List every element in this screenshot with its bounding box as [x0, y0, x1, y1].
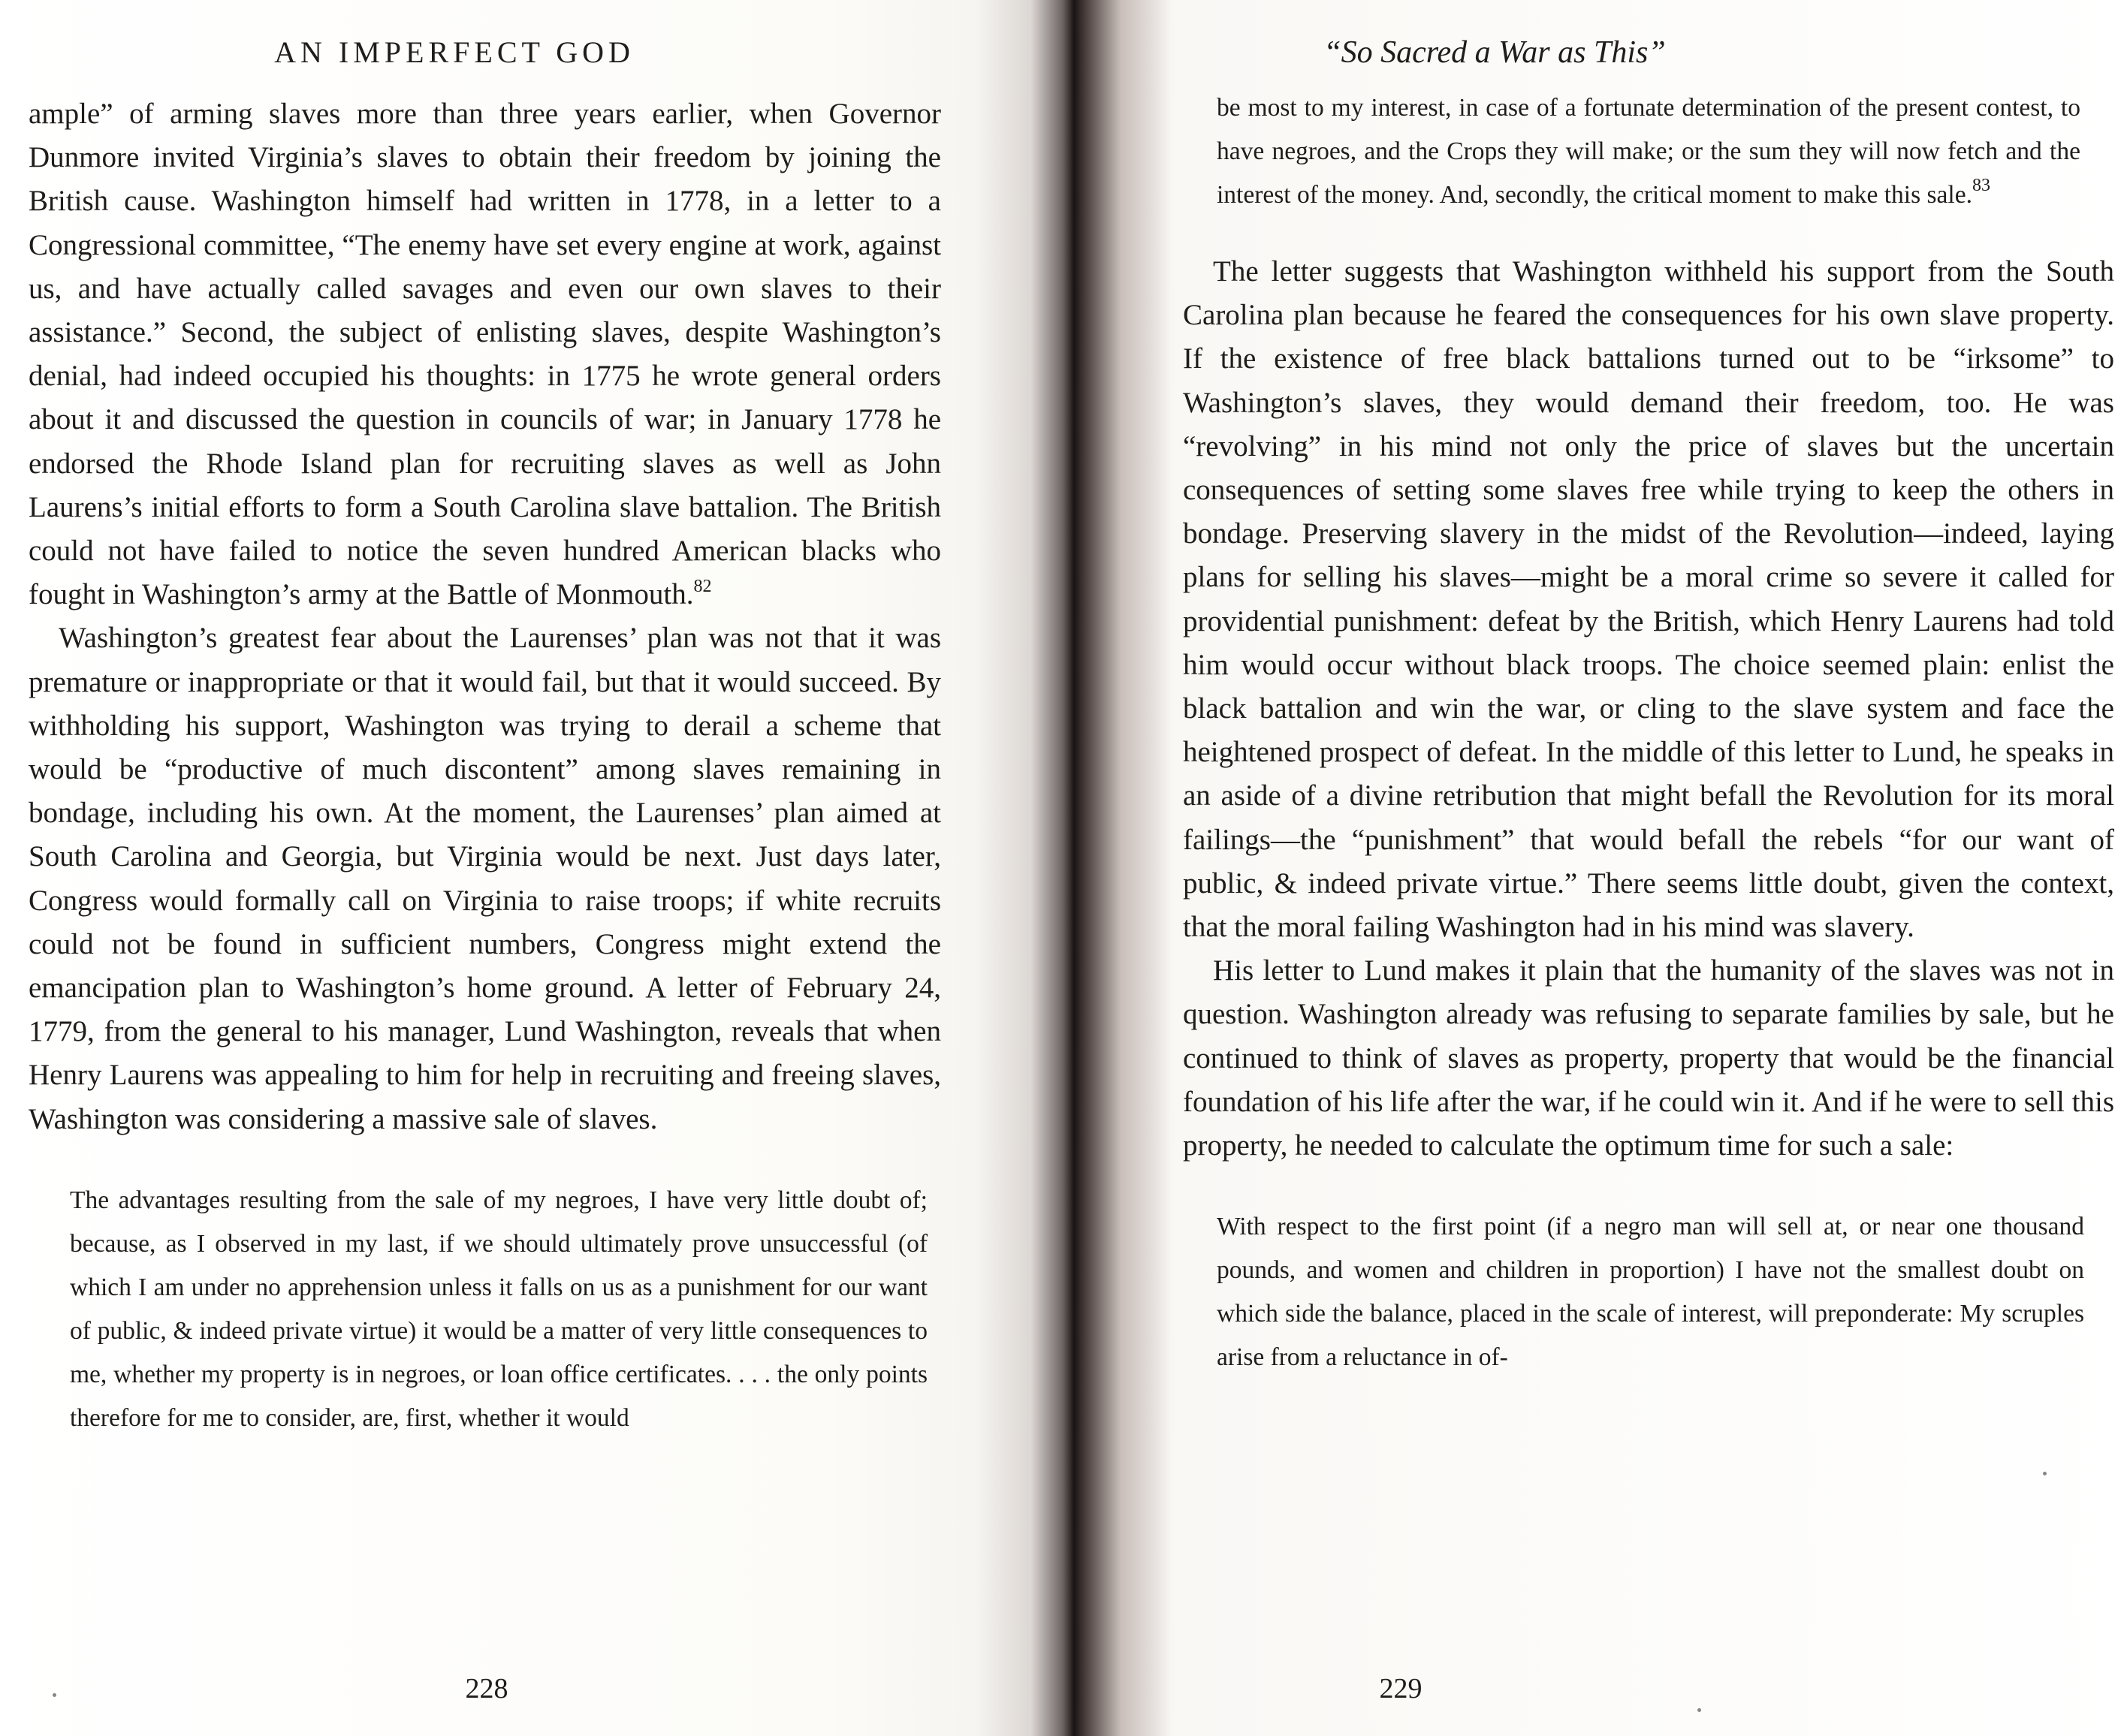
- left-block-quote: The advantages resulting from the sale of my negroes, I have very little doubt of; because, as I observed in my last, if we should ultimately prove unsuccessful (of which I am under no apprehension unless it falls on us as a punishment for our want of public, & indeed private virtue) it would be a matter of very little consequences to me, whether my property is in negroes, or loan office certificates. . . . the only points therefore for me to consider, are, first, whether it would: [70, 1186, 928, 1432]
- right-paragraph-1: The letter suggests that Washington withheld his support from the South Carolina plan because he feared the consequences for his own slave property. If the existence of free black battalions turned out to be “irksome” to Washington’s slaves, they would demand their freedom, too. He was “revolving” in his mind not only the price of slaves but the uncertain consequences of setting some slaves free while trying to keep the others in bondage. Preserving slavery in the midst of the Revolution—indeed, laying plans for selling his slaves—might be a moral crime so severe it called for providential punishment: defeat by the British, which Henry Laurens had told him would occur without black troops. The choice seemed plain: enlist the black battalion and win the war, or cling to the slave system and face the heightened prospect of defeat. In the middle of this letter to Lund, he speaks in an aside of a divine retribution that might befall the Revolution for its moral failings—the “punishment” that would befall the rebels “for our want of public, & indeed private virtue.” There seems little doubt, given the context, that the moral failing Washington had in his mind was slavery.: [1183, 255, 2114, 944]
- footnote-ref-82: 82: [693, 577, 712, 597]
- left-paragraph-2: Washington’s greatest fear about the Laurenses’ plan was not that it was premature or inappropriate or that it would fail, but that it would succeed. By withholding his support, Washington was trying to derail a scheme that would be “productive of much discontent” among slaves remaining in bondage, including his own. At the moment, the Laurenses’ plan aimed at South Carolina and Georgia, but Virginia would be next. Just days later, Congress would formally call on Virginia to raise troops; if white recruits could not be found in sufficient numbers, Congress might extend the emancipation plan to Washington’s home ground. A letter of February 24, 1779, from the general to his manager, Lund Washington, reveals that when Henry Laurens was appealing to him for help in recruiting and freeing slaves, Washington was considering a massive sale of slaves.: [29, 622, 941, 1135]
- right-paragraph-2: His letter to Lund makes it plain that the humanity of the slaves was not in question. Washington already was refusing to separate families by sale, but he continued to think of slaves as property, property that would be the financial foundation of his life after the war, if he could win it. And if he were to sell this property, he needed to calculate the optimum time for such a sale:: [1183, 954, 2114, 1162]
- right-block-quote-bottom: With respect to the first point (if a negro man will sell at, or near one thousand pounds, and women and children in proportion) I have not the smallest doubt on which side the balance, placed in the scale of interest, will preponderate: My scruples arise from a reluctance in of-: [1217, 1213, 2084, 1372]
- right-page: [1097, 0, 2127, 1736]
- left-page: [0, 0, 1036, 1736]
- page-number-left: 228: [465, 1673, 508, 1704]
- book-gutter-shadow: [976, 0, 1172, 1736]
- running-head-right: “So Sacred a War as This”: [1323, 35, 1666, 70]
- paper-speck: [1697, 1708, 1701, 1712]
- running-head-left: AN IMPERFECT GOD: [274, 35, 635, 69]
- right-block-quote-top: [1183, 86, 2114, 217]
- right-quote-top-text: be most to my interest, in case of a fortunate determination of the present contest, to have negroes, and the Crops they will make; or the sum they will now fetch and the interest of the money. And, secondly, the critical moment to make this sale.: [1217, 94, 2080, 209]
- paper-speck: [53, 1693, 56, 1697]
- footnote-ref-83: 83: [1972, 176, 1990, 195]
- left-paragraph-1-text: ample” of arming slaves more than three years earlier, when Governor Dunmore invited Virginia’s slaves to obtain their freedom by joining the British cause. Washington himself had written in 1778, in a letter to a Congressional committee, “The enemy have set every engine at work, against us, and have actually called savages and even our own slaves to their assistance.” Second, the subject of enlisting slaves, despite Washington’s denial, had indeed occupied his thoughts: in 1775 he wrote general orders about it and discussed the question in councils of war; in January 1778 he endorsed the Rhode Island plan for recruiting slaves as well as John Laurens’s initial efforts to form a South Carolina slave battalion. The British could not have failed to notice the seven hundred American blacks who fought in Washington’s army at the Battle of Monmouth.: [29, 98, 941, 611]
- left-paragraph-1: [29, 92, 941, 616]
- page-number-right: 229: [1379, 1673, 1423, 1704]
- left-text-block: [29, 92, 941, 1440]
- right-text-block: [1183, 86, 2114, 1379]
- paper-speck: [2043, 1472, 2047, 1475]
